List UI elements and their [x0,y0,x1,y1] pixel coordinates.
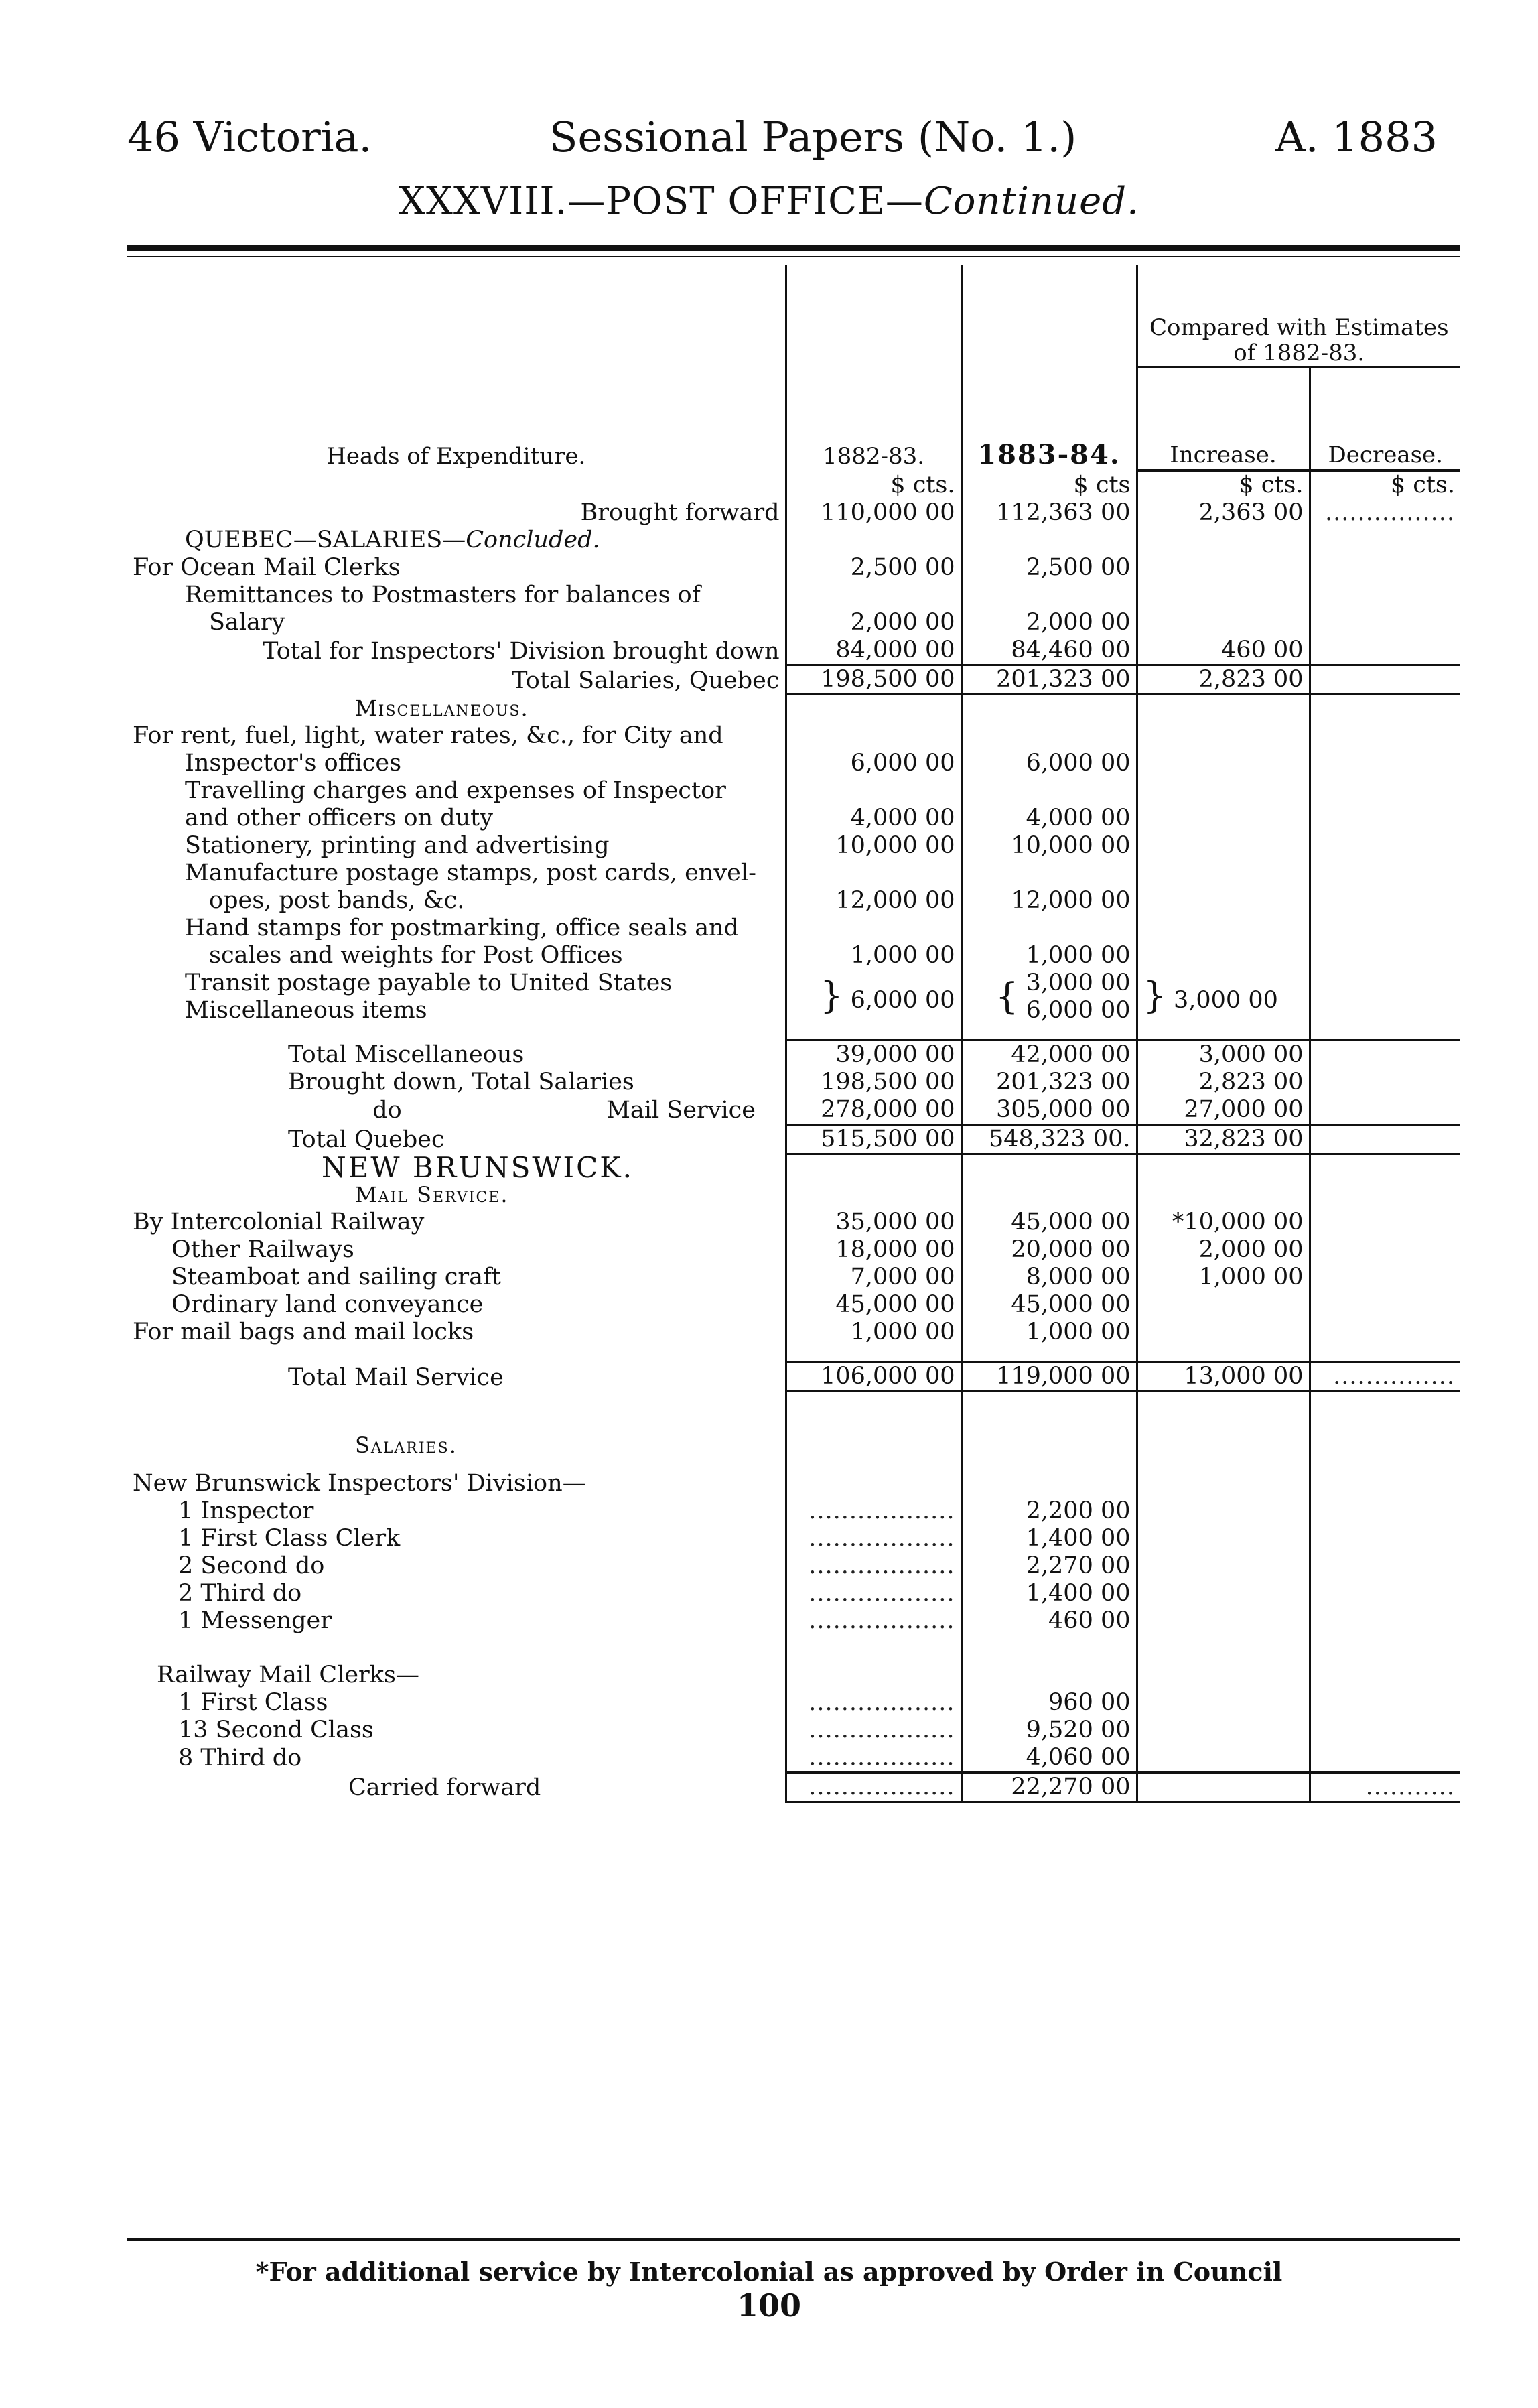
nb-inspector-row-b: 1,400 00 [961,1525,1137,1552]
misc-transit-b: 3,000 00 [1026,969,1131,996]
railway-clerk-row [127,1744,1460,1773]
compared-with-header: Compared with Estimates of 1882-83. [1137,265,1460,367]
nb-inspector-row-b: 2,270 00 [961,1552,1137,1580]
heads-of-expenditure-header: Heads of Expenditure. [326,443,586,470]
section-title [0,180,1538,223]
mail-service-row-d [1310,1291,1460,1319]
salaries-heading-row [127,1392,1460,1459]
bottom-rule [127,2238,1460,2241]
total-quebec-a: 515,500 00 [786,1124,961,1154]
inspectors-total-label: Total for Inspectors' Division brought down [263,637,780,665]
brought-forward-c: 2,363 00 [1137,499,1310,527]
misc-rent-label-1: For rent, fuel, light, water rates, &c., for City and [133,722,723,749]
nb-inspector-row-a: .................. [786,1497,961,1525]
misc-stamps-row-1 [127,860,1460,887]
misc-heading-row [127,695,1460,722]
nb-inspector-row-label: 2 Third do [178,1579,302,1607]
quebec-salaries-heading-main: QUEBEC—SALARIES— [185,527,466,553]
inspectors-total-c: 460 00 [1137,637,1310,665]
misc-hand-label-2: scales and weights for Post Offices [209,941,623,969]
nb-inspector-row-a: .................. [786,1525,961,1552]
total-quebec-c: 32,823 00 [1137,1124,1310,1154]
mail-service-row-c: 1,000 00 [1137,1264,1310,1291]
top-thick-rule [127,245,1460,251]
misc-transit-row [127,969,1460,1024]
railway-clerk-row-label: 1 First Class [178,1688,328,1716]
railway-clerk-row-a: .................. [786,1744,961,1773]
misc-stationery-row [127,832,1460,860]
mail-service-row-b: 45,000 00 [961,1291,1137,1319]
nb-inspector-row-b: 2,200 00 [961,1497,1137,1525]
mail-service-row-b: 45,000 00 [961,1209,1137,1236]
nb-inspector-row-d [1310,1497,1460,1525]
misc-combined-c-cell [1137,969,1310,1024]
misc-items-b: 6,000 00 [1026,996,1131,1024]
ocean-mail-b: 2,500 00 [961,554,1137,582]
year-1882-header: 1882-83. [786,265,961,470]
brought-down-mail-label: Mail Service [606,1097,756,1124]
units-row [127,470,1460,499]
mail-service-rows [127,1209,1460,1346]
remittances-a: 2,000 00 [786,609,961,637]
total-salaries-quebec-a: 198,500 00 [786,665,961,695]
mail-service-row-a: 7,000 00 [786,1264,961,1291]
new-brunswick-heading: NEW BRUNSWICK. [322,1154,634,1181]
brought-down-mail-b: 305,000 00 [961,1096,1137,1125]
railway-clerk-row-a: .................. [786,1717,961,1744]
misc-combined-c: 3,000 00 [1174,986,1278,1014]
running-head-center: Sessional Papers (No. 1.) [549,113,1077,161]
nb-inspector-row-d [1310,1552,1460,1580]
misc-heading: Miscellaneous. [355,695,529,721]
misc-travel-row-2 [127,805,1460,832]
nb-inspectors-rows [127,1497,1460,1635]
misc-rent-row-2 [127,750,1460,777]
quebec-salaries-heading-italic: Concluded. [466,527,600,553]
mail-service-row [127,1209,1460,1236]
misc-hand-row-2 [127,942,1460,969]
total-mail-service-label: Total Mail Service [288,1363,504,1391]
units-d: $ cts. [1310,470,1460,499]
misc-stamps-label-1: Manufacture postage stamps, post cards, envel- [185,859,756,886]
total-misc-b: 42,000 00 [961,1040,1137,1069]
top-thin-rule [127,256,1460,257]
total-mail-service-d: ............... [1310,1362,1460,1392]
section-title-continued: Continued. [923,180,1139,223]
nb-inspector-row-a: .................. [786,1607,961,1635]
misc-stationery-a: 10,000 00 [786,832,961,860]
railway-clerk-row-c [1137,1744,1310,1773]
railway-clerk-row-b: 4,060 00 [961,1744,1137,1773]
misc-travel-row-1 [127,777,1460,805]
railway-clerk-row [127,1717,1460,1744]
carried-forward-d: ........... [1310,1772,1460,1802]
carried-forward-a: .................. [786,1772,961,1802]
remittances-row-1 [127,582,1460,609]
units-c: $ cts. [1137,470,1310,499]
misc-transit-b-cell [961,969,1137,1024]
misc-rent-row-1 [127,722,1460,750]
brought-down-mail-c: 27,000 00 [1137,1096,1310,1125]
header-row [127,265,1460,367]
total-misc-label: Total Miscellaneous [288,1041,525,1068]
carried-forward-label: Carried forward [348,1774,541,1801]
misc-hand-row-1 [127,915,1460,942]
misc-rent-b: 6,000 00 [961,750,1137,777]
ocean-mail-a: 2,500 00 [786,554,961,582]
mail-service-row-label: Ordinary land conveyance [171,1291,484,1318]
mail-service-row-label: Other Railways [171,1236,354,1263]
misc-transit-b-stack [1026,969,1131,1024]
nb-inspector-row [127,1497,1460,1525]
mail-service-row [127,1236,1460,1264]
brace-right-c: } [1143,974,1166,1016]
nb-inspector-row-c [1137,1552,1310,1580]
mail-service-row-c [1137,1319,1310,1346]
brought-down-mail-a: 278,000 00 [786,1096,961,1125]
nb-inspector-row [127,1607,1460,1635]
brought-forward-row [127,499,1460,527]
salaries-heading: Salaries. [355,1432,458,1458]
total-mail-service-c: 13,000 00 [1137,1362,1310,1392]
quebec-salaries-heading-row [127,527,1460,554]
page-number: 100 [736,2287,802,2324]
misc-hand-a: 1,000 00 [786,942,961,969]
nb-inspector-row-c [1137,1580,1310,1607]
brace-right-a: } [820,974,843,1016]
railway-clerks-rows [127,1689,1460,1773]
railway-clerk-row-label: 13 Second Class [178,1716,374,1743]
total-misc-c: 3,000 00 [1137,1040,1310,1069]
nb-inspector-row [127,1552,1460,1580]
misc-stationery-label: Stationery, printing and advertising [185,831,610,859]
nb-inspector-row-d [1310,1580,1460,1607]
brought-down-salaries-label: Brought down, Total Salaries [288,1068,634,1095]
mail-service-row-label: By Intercolonial Railway [133,1209,425,1235]
nb-inspector-row-c [1137,1525,1310,1552]
mail-service-row [127,1264,1460,1291]
year-1883-label: 1883-84. [977,439,1121,470]
mail-service-row-b: 20,000 00 [961,1236,1137,1264]
total-quebec-row [127,1124,1460,1154]
inspectors-total-row [127,637,1460,665]
mail-service-row-a: 18,000 00 [786,1236,961,1264]
mail-service-row-c: *10,000 00 [1137,1209,1310,1236]
nb-inspector-row-b: 460 00 [961,1607,1137,1635]
brought-down-salaries-b: 201,323 00 [961,1069,1137,1096]
railway-clerk-row-c [1137,1689,1310,1717]
nb-inspector-row-d [1310,1525,1460,1552]
total-salaries-quebec-row [127,665,1460,695]
misc-transit-items [127,969,786,1024]
section-title-main: XXXVIII.—POST OFFICE— [399,180,924,223]
brought-forward-label: Brought forward [580,499,780,526]
total-mail-service-a: 106,000 00 [786,1362,961,1392]
railway-clerk-row-c [1137,1717,1310,1744]
running-head [0,113,1538,166]
brought-down-salaries-row [127,1069,1460,1096]
total-salaries-quebec-c: 2,823 00 [1137,665,1310,695]
total-misc-row [127,1040,1460,1069]
railway-clerk-row-label: 8 Third do [178,1745,302,1771]
railway-clerk-row-b: 9,520 00 [961,1717,1137,1744]
mail-service-row [127,1291,1460,1319]
nb-inspector-row-b: 1,400 00 [961,1580,1137,1607]
brought-down-salaries-c: 2,823 00 [1137,1069,1310,1096]
mail-service-row-a: 45,000 00 [786,1291,961,1319]
misc-stamps-label-2: opes, post bands, &c. [209,886,465,914]
misc-combined-a-cell [786,969,961,1024]
nb-inspector-row-label: 1 First Class Clerk [178,1524,401,1552]
railway-clerk-row-d [1310,1717,1460,1744]
ocean-mail-label: For Ocean Mail Clerks [133,554,401,581]
misc-rent-a: 6,000 00 [786,750,961,777]
remittances-b: 2,000 00 [961,609,1137,637]
misc-travel-b: 4,000 00 [961,805,1137,832]
nb-heading-row [127,1154,1460,1181]
railway-clerk-row [127,1689,1460,1717]
mail-service-row-c [1137,1291,1310,1319]
mail-service-row-d [1310,1319,1460,1346]
nb-inspector-row-label: 1 Inspector [178,1497,314,1524]
misc-travel-label-2: and other officers on duty [185,804,493,831]
mail-service-row-d [1310,1209,1460,1236]
nb-inspectors-heading-row [127,1459,1460,1497]
misc-stamps-b: 12,000 00 [961,887,1137,915]
railway-clerk-row-b: 960 00 [961,1689,1137,1717]
inspectors-total-a: 84,000 00 [786,637,961,665]
misc-stamps-a: 12,000 00 [786,887,961,915]
railway-clerks-heading-row [127,1635,1460,1689]
nb-inspector-row-a: .................. [786,1552,961,1580]
mail-service-row [127,1319,1460,1346]
nb-inspector-row-d [1310,1607,1460,1635]
misc-travel-a: 4,000 00 [786,805,961,832]
footnote: *For additional service by Intercolonial as approved by Order in Council [255,2257,1283,2287]
total-quebec-b: 548,323 00. [961,1124,1137,1154]
brought-forward-d: ................ [1310,499,1460,527]
nb-inspector-row-label: 1 Messenger [178,1607,332,1634]
brought-down-mail-row [127,1096,1460,1125]
misc-transit-label: Transit postage payable to United States [185,969,673,996]
nb-inspector-row [127,1525,1460,1552]
remittances-label-1: Remittances to Postmasters for balances of [185,582,701,608]
railway-clerk-row-a: .................. [786,1689,961,1717]
expenditure-table [127,265,1460,1803]
misc-stationery-b: 10,000 00 [961,832,1137,860]
misc-hand-label-1: Hand stamps for postmarking, office seals and [185,914,740,941]
mail-service-row-c: 2,000 00 [1137,1236,1310,1264]
brought-down-mail-label-cell [127,1096,786,1125]
brought-forward-a: 110,000 00 [786,499,961,527]
decrease-header: Decrease. [1310,367,1460,470]
mail-service-heading: Mail Service. [355,1182,509,1207]
mail-service-row-label: For mail bags and mail locks [133,1319,474,1345]
remittances-row-2 [127,609,1460,637]
running-head-left: 46 Victoria. [127,113,372,161]
total-salaries-quebec-b: 201,323 00 [961,665,1137,695]
railway-clerk-row-d [1310,1689,1460,1717]
ocean-mail-row [127,554,1460,582]
mail-service-row-b: 1,000 00 [961,1319,1137,1346]
quebec-salaries-heading [127,527,786,554]
year-1883-header [961,265,1137,470]
mail-service-row-d [1310,1236,1460,1264]
railway-clerks-heading: Railway Mail Clerks— [157,1661,419,1688]
mail-service-row-label: Steamboat and sailing craft [171,1264,501,1290]
railway-clerk-row-d [1310,1744,1460,1773]
remittances-label-2: Salary [209,609,285,636]
inspectors-total-b: 84,460 00 [961,637,1137,665]
units-a: $ cts. [786,470,961,499]
brace-left-b: { [995,975,1019,1018]
nb-inspector-row-c [1137,1607,1310,1635]
increase-header: Increase. [1137,367,1310,470]
nb-inspector-row-c [1137,1497,1310,1525]
mail-service-heading-row [127,1181,1460,1209]
mail-service-row-d [1310,1264,1460,1291]
misc-combined-a: 6,000 00 [850,986,955,1014]
mail-service-row-a: 1,000 00 [786,1319,961,1346]
total-salaries-quebec-label: Total Salaries, Quebec [512,667,780,694]
brought-down-salaries-a: 198,500 00 [786,1069,961,1096]
brought-down-mail-ditto: do [372,1097,402,1124]
running-head-right: A. 1883 [1275,113,1438,161]
nb-inspector-row [127,1580,1460,1607]
nb-inspector-row-label: 2 Second do [178,1552,325,1579]
carried-forward-row [127,1772,1460,1802]
total-misc-a: 39,000 00 [786,1040,961,1069]
misc-travel-label-1: Travelling charges and expenses of Inspector [185,777,726,804]
mail-service-row-b: 8,000 00 [961,1264,1137,1291]
misc-hand-b: 1,000 00 [961,942,1137,969]
nb-inspectors-heading: New Brunswick Inspectors' Division— [133,1469,586,1497]
total-mail-service-row [127,1362,1460,1392]
brought-forward-b: 112,363 00 [961,499,1137,527]
units-b: $ cts [961,470,1137,499]
nb-inspector-row-a: .................. [786,1580,961,1607]
total-quebec-label: Total Quebec [288,1126,445,1153]
misc-items-label: Miscellaneous items [185,996,427,1024]
misc-rent-label-2: Inspector's offices [185,749,402,777]
total-mail-service-b: 119,000 00 [961,1362,1137,1392]
misc-stamps-row-2 [127,887,1460,915]
carried-forward-b: 22,270 00 [961,1772,1137,1802]
mail-service-row-a: 35,000 00 [786,1209,961,1236]
